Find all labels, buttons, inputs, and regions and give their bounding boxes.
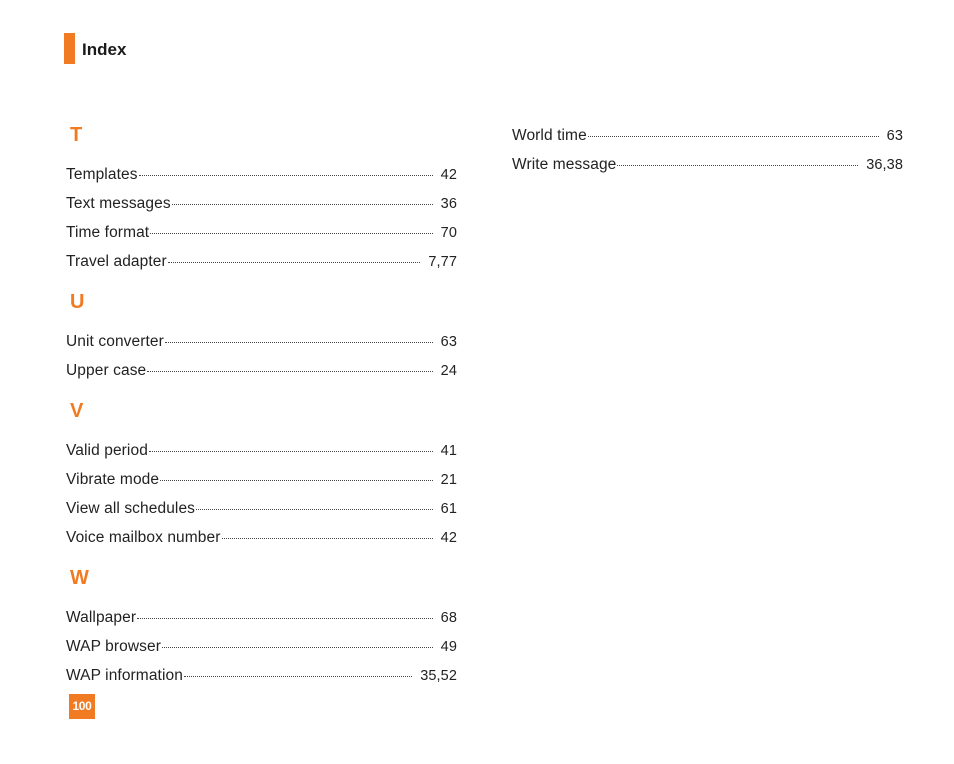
index-entry [512, 121, 903, 150]
entry-page: 24 [440, 363, 457, 379]
entry-term: Vibrate mode [66, 471, 160, 488]
index-section-w [66, 563, 457, 690]
page-number-badge: 100 [69, 694, 95, 719]
dot-leader [137, 618, 433, 619]
entry-term: Text messages [66, 195, 171, 212]
entry-term: Unit converter [66, 333, 164, 350]
section-letter: U [70, 291, 85, 313]
index-entry [512, 150, 903, 179]
index-entry [66, 160, 457, 189]
index-section-t [66, 120, 457, 276]
section-letter: V [70, 400, 84, 422]
index-column-left [66, 120, 457, 690]
index-entry [66, 632, 457, 661]
dot-leader [160, 480, 433, 481]
entry-term: Voice mailbox number [66, 529, 221, 546]
index-entry [66, 494, 457, 523]
index-entry [66, 218, 457, 247]
entry-term: Travel adapter [66, 253, 167, 270]
entry-term: Write message [512, 156, 617, 173]
index-section-v [66, 396, 457, 552]
index-entry [66, 603, 457, 632]
index-entry [66, 523, 457, 552]
entry-term: Wallpaper [66, 609, 137, 626]
dot-leader [139, 175, 433, 176]
entry-page: 63 [886, 128, 903, 144]
index-entry [66, 661, 457, 690]
index-entry [66, 465, 457, 494]
index-entry [66, 247, 457, 276]
entry-page: 36 [440, 196, 457, 212]
dot-leader [165, 342, 433, 343]
entry-page: 7,77 [428, 254, 457, 270]
dot-leader [588, 136, 879, 137]
page-title: Index [82, 40, 127, 59]
dot-leader [172, 204, 433, 205]
entry-page: 35,52 [420, 668, 457, 684]
index-entry [66, 189, 457, 218]
index-section-u [66, 287, 457, 385]
entry-term: WAP browser [66, 638, 161, 655]
dot-leader [196, 509, 433, 510]
entry-page: 42 [440, 530, 457, 546]
entry-term: View all schedules [66, 500, 196, 517]
entry-term: WAP information [66, 667, 183, 684]
entry-page: 70 [440, 225, 457, 241]
section-letter: T [70, 124, 83, 146]
entry-page: 21 [440, 472, 457, 488]
entry-page: 63 [440, 334, 457, 350]
dot-leader [617, 165, 858, 166]
dot-leader [149, 451, 433, 452]
entry-term: Upper case [66, 362, 147, 379]
header-accent-bar [64, 33, 75, 64]
entry-page: 61 [440, 501, 457, 517]
dot-leader [147, 371, 432, 372]
entry-term: Valid period [66, 442, 148, 459]
dot-leader [168, 262, 421, 263]
entry-term: World time [512, 127, 587, 144]
section-letter: W [70, 567, 89, 589]
dot-leader [184, 676, 412, 677]
dot-leader [222, 538, 433, 539]
index-column-right [512, 121, 903, 179]
entry-page: 36,38 [866, 157, 903, 173]
entry-page: 41 [440, 443, 457, 459]
entry-page: 68 [440, 610, 457, 626]
dot-leader [150, 233, 432, 234]
index-entry [66, 436, 457, 465]
dot-leader [162, 647, 433, 648]
entry-term: Time format [66, 224, 150, 241]
entry-page: 49 [440, 639, 457, 655]
entry-term: Templates [66, 166, 138, 183]
index-entry [66, 356, 457, 385]
index-entry [66, 327, 457, 356]
entry-page: 42 [440, 167, 457, 183]
